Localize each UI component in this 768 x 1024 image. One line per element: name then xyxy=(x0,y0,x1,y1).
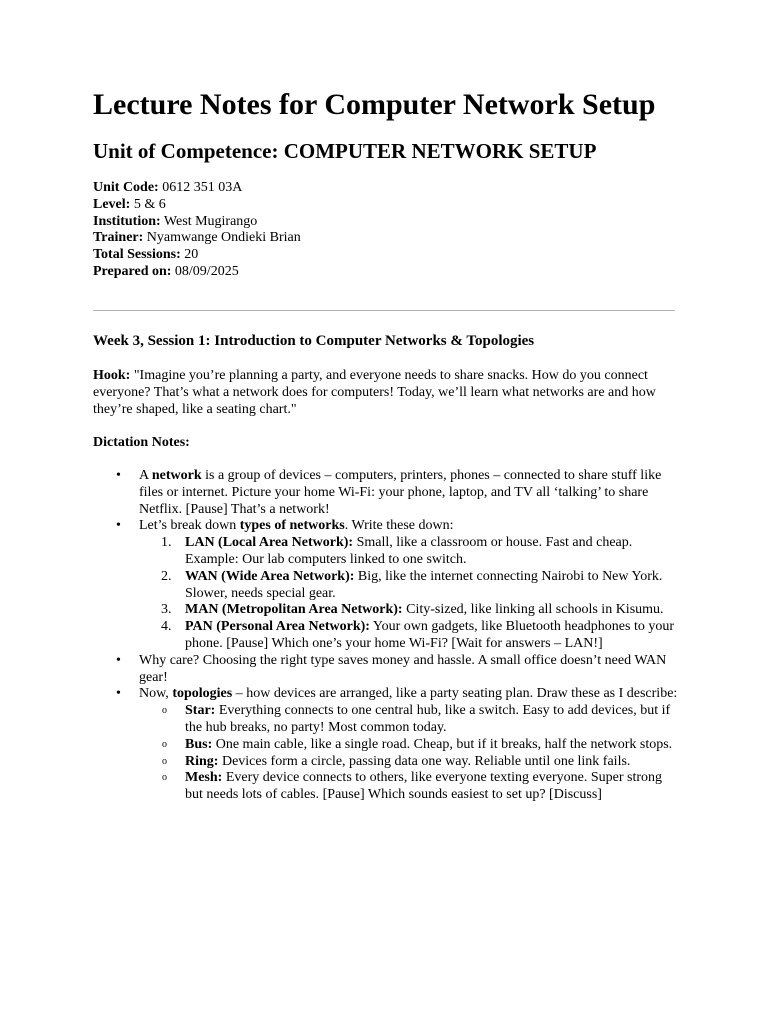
level-value: 5 & 6 xyxy=(130,196,166,212)
institution-row xyxy=(93,214,301,231)
bullet-marker: • xyxy=(116,686,121,702)
list-item: • Let’s break down types of networks. Write these down: xyxy=(116,518,454,534)
bullet-marker: • xyxy=(116,468,121,483)
document-title: Lecture Notes for Computer Network Setup xyxy=(93,88,656,121)
hook-label: Hook: xyxy=(93,368,131,383)
item-number: 3. xyxy=(161,602,172,618)
topology-item: o Mesh: Every device connects to others, like everyone texting everyone. Super strong but needs lots of cables. [Pause] Which sounds easiest to set up? [Discuss] xyxy=(162,770,663,803)
item-number: 2. xyxy=(161,568,172,584)
topology-item: o Ring: Devices form a circle, passing data one way. Reliable until one link fails. xyxy=(162,753,631,769)
bullet-marker: • xyxy=(116,652,121,668)
network-type-item: 2. WAN (Wide Area Network): Big, like the internet connecting Nairobi to New York. Slower, needs special gear. xyxy=(161,568,663,601)
sub-bullet-marker: o xyxy=(162,772,167,784)
sub-bullet-marker: o xyxy=(162,755,167,767)
network-type-item: 1. LAN (Local Area Network): Small, like a classroom or house. Fast and cheap. Example: Our lab computers linked to one switch. xyxy=(161,535,633,567)
item-number: 1. xyxy=(161,535,172,551)
hook-paragraph xyxy=(93,368,673,418)
network-type-item: 3. MAN (Metropolitan Area Network): City-sized, like linking all schools in Kisumu. xyxy=(161,602,664,618)
unit-of-competence-heading: Unit of Competence: COMPUTER NETWORK SETUP xyxy=(93,139,597,163)
prepared-on-row xyxy=(93,264,301,281)
sub-bullet-marker: o xyxy=(162,738,167,750)
level-label: Level: xyxy=(93,196,131,212)
list-item: • A network is a group of devices – computers, printers, phones – connected to share stuff like files or internet. Picture your home Wi-Fi: your phone, laptop, and TV all ‘talking’ to share Netflix. [Pause] That’s a network! xyxy=(116,468,662,517)
prepared-on-value: 08/09/2025 xyxy=(171,263,239,279)
network-type-item: 4. PAN (Personal Area Network): Your own gadgets, like Bluetooth headphones to your phone. [Pause] Which one’s your home Wi-Fi? [Wait for answers – LAN!] xyxy=(161,619,675,651)
total-sessions-value: 20 xyxy=(180,247,199,263)
horizontal-divider xyxy=(93,310,675,311)
session-heading: Week 3, Session 1: Introduction to Computer Networks & Topologies xyxy=(93,333,535,349)
list-item: • Why care? Choosing the right type saves money and hassle. A small office doesn’t need WAN gear! xyxy=(116,652,667,685)
list-item: • Now, topologies – how devices are arranged, like a party seating plan. Draw these as I describe: xyxy=(116,686,678,702)
hook-text: "Imagine you’re planning a party, and everyone needs to share snacks. How do you connect everyone? That’s what a network does for computers! Today, we’ll learn what networks are and how they’re shaped, like a seating chart." xyxy=(93,368,656,417)
unit-code-row xyxy=(93,180,301,197)
trainer-value: Nyamwange Ondieki Brian xyxy=(143,230,301,246)
level-row xyxy=(93,197,301,214)
topology-item: o Star: Everything connects to one central hub, like a switch. Easy to add devices, but if the hub breaks, no party! Most common today. xyxy=(162,703,671,735)
dictation-notes-list xyxy=(93,468,678,804)
unit-code-value: 0612 351 03A xyxy=(158,180,243,195)
total-sessions-label: Total Sessions: xyxy=(93,247,181,263)
sub-bullet-marker: o xyxy=(162,705,167,717)
topology-item: o Bus: One main cable, like a single road. Cheap, but if it breaks, half the network stops. xyxy=(162,736,673,752)
item-number: 4. xyxy=(161,619,172,635)
bullet-marker: • xyxy=(116,518,121,534)
institution-value: West Mugirango xyxy=(160,213,258,229)
dictation-notes-heading: Dictation Notes: xyxy=(93,435,190,450)
trainer-label: Trainer: xyxy=(93,230,144,246)
total-sessions-row xyxy=(93,247,301,264)
unit-code-label: Unit Code: xyxy=(93,180,159,195)
unit-metadata xyxy=(93,180,301,281)
trainer-row xyxy=(93,230,301,247)
institution-label: Institution: xyxy=(93,213,161,229)
prepared-on-label: Prepared on: xyxy=(93,263,172,279)
